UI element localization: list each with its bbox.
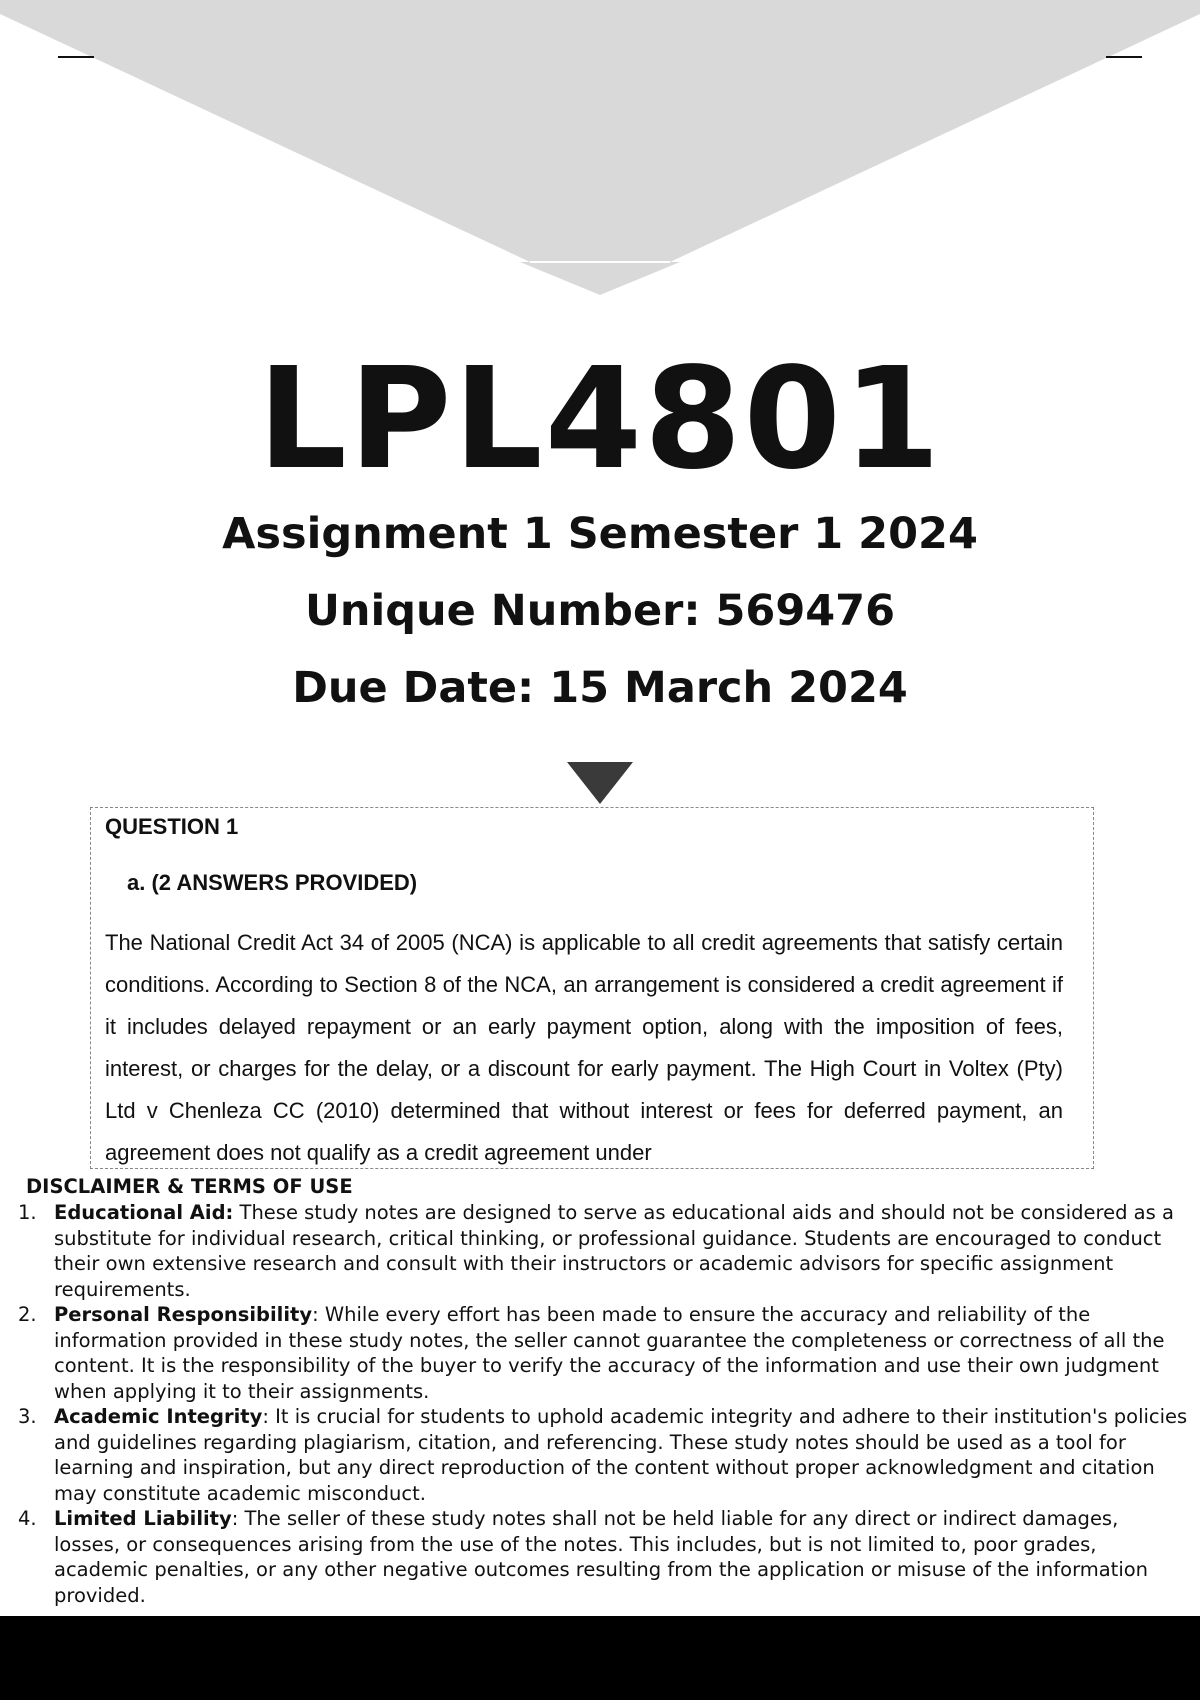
disclaimer-list: [0, 1200, 1200, 1608]
disclaimer-item-number: 4.: [18, 1507, 37, 1530]
disclaimer-item-label: Personal Responsibility: [54, 1303, 313, 1326]
disclaimer-item-number: 1.: [18, 1201, 37, 1224]
course-code: LPL4801: [257, 338, 943, 501]
disclaimer-item: [0, 1302, 1200, 1404]
question-preview-box: [90, 807, 1094, 1169]
due-date: Due Date: 15 March 2024: [292, 663, 908, 713]
question-body: The National Credit Act 34 of 2005 (NCA) is applicable to all credit agreements that satisfy certain conditions. According to Section 8 of the NCA, an arrangement is considered a credit agreement if it includes delayed repayment or an early payment option, along with the imposition of fees, interest, or charges for the delay, or a discount for early payment. The High Court in Voltex (Pty) Ltd v Chenleza CC (2010) determined that without interest or fees for deferred payment, an agreement does not qualify as a credit agreement under: [105, 930, 1063, 1165]
disclaimer-section: [0, 1174, 1200, 1608]
assignment-title: Assignment 1 Semester 1 2024: [222, 509, 978, 559]
unique-number: Unique Number: 569476: [304, 586, 896, 636]
footer-bar: [0, 1616, 1200, 1700]
disclaimer-item: [0, 1506, 1200, 1608]
question-heading: QUESTION 1: [105, 814, 239, 839]
question-part: a. (2 ANSWERS PROVIDED): [127, 870, 418, 895]
disclaimer-item-label: Limited Liability: [54, 1507, 232, 1530]
banner-chevron-graphic: [0, 0, 1200, 300]
disclaimer-item-text: : It is crucial for students to uphold academic integrity and adhere to their institution's policies and guidelines regarding plagiarism, citation, and referencing. These study notes should be used as a tool for learning and inspiration, but any direct reproduction of the content without proper acknowledgment and citation may constitute academic misconduct.: [54, 1405, 1188, 1505]
disclaimer-item-number: 2.: [18, 1303, 37, 1326]
disclaimer-item: [0, 1200, 1200, 1302]
disclaimer-item-text: : While every effort has been made to ensure the accuracy and reliability of the information provided in these study notes, the seller cannot guarantee the completeness or correctness of all the content. It is the responsibility of the buyer to verify the accuracy of the information and use their own judgment when applying it to their assignments.: [54, 1303, 1165, 1403]
disclaimer-title: DISCLAIMER & TERMS OF USE: [26, 1175, 353, 1198]
disclaimer-item-number: 3.: [18, 1405, 37, 1428]
disclaimer-item-label: Academic Integrity: [54, 1405, 263, 1428]
disclaimer-item: [0, 1404, 1200, 1506]
corner-line-left: [58, 56, 94, 58]
disclaimer-item-label: Educational Aid:: [54, 1201, 234, 1224]
corner-line-right: [1106, 56, 1142, 58]
down-arrow-icon: [567, 762, 633, 806]
disclaimer-item-text: : The seller of these study notes shall not be held liable for any direct or indirect damages, losses, or consequences arising from the use of the notes. This includes, but is not limited to, poor grades, academic penalties, or any other negative outcomes resulting from the application or misuse of the information provided.: [54, 1507, 1149, 1607]
disclaimer-item-text: These study notes are designed to serve as educational aids and should not be considered as a substitute for individual research, critical thinking, or professional guidance. Students are encouraged to conduct their own extensive research and consult with their instructors or academic advisors for specific assignment requirements.: [54, 1201, 1174, 1301]
